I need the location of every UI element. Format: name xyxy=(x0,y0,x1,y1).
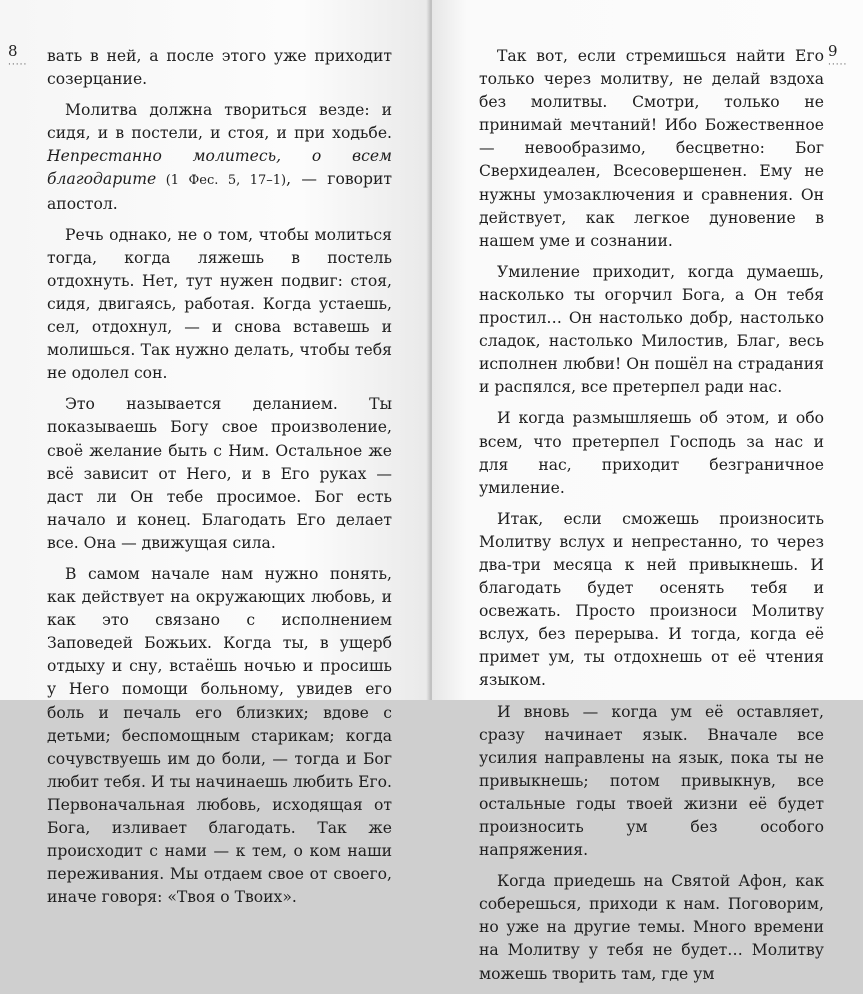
left-page xyxy=(0,0,430,907)
scripture-reference: (1 Фес. 5, 17–1) xyxy=(156,173,287,189)
left-page-text xyxy=(47,45,392,917)
right-page-text xyxy=(479,45,824,994)
left-paragraph-4: В самом начале нам нужно понять, как действует на окружающих любовь, и как это связано с исполнением Заповедей Божьих. Когда ты, в ущерб отдыху и сну, встаёшь ночью и просишь у Него помощи больному, увидев его боль и печаль его близких; вдове с детьми; беспомощным старикам; когда сочувствуешь им до боли, — тогда и Бог любит тебя. И ты начинаешь любить Его. Первоначальная любовь, исходящая от Бога, изливает благодать. Так же происходит с нами — к тем, о ком наши переживания. Мы отдаем свое от своего, иначе говоря: «Твоя о Твоих». xyxy=(47,564,392,907)
right-paragraph-1: Умиление приходит, когда думаешь, насколько ты огорчил Бога, а Он тебя простил… Он настолько добр, настолько сладок, настолько Милостив, Благ, весь исполнен любви! Он пошёл на страдания и распялся, все претерпел ради нас. xyxy=(479,262,824,397)
page-number-ornament: ····· xyxy=(828,60,848,70)
left-page-number-text: 8 xyxy=(8,42,18,60)
right-page xyxy=(432,0,863,983)
right-page-number xyxy=(828,42,847,68)
right-paragraph-2: И когда размышляешь об этом, и обо всем, что претерпел Господь за нас и для нас, приходит безграничное умиление. xyxy=(479,409,824,497)
right-paragraph-5: Когда приедешь на Святой Афон, как соберешься, приходи к нам. Поговорим, но уже на другие темы. Много времени на Молитву у тебя не будет… Молитву можешь творить там, где ум xyxy=(479,872,824,983)
scripture-quote: Непрестанно молитесь, о всем благодарите xyxy=(47,147,392,189)
left-paragraph-1 xyxy=(47,99,392,215)
right-paragraph-3: Итак, если сможешь произносить Молитву вслух и непрестанно, то через два-три месяца к ней привыкнешь. И благодать будет осенять тебя и освежать. Просто произноси Молитву вслух, без перерыва. И тогда, когда её примет ум, ты отдохнешь от её чтения языком. xyxy=(479,509,824,690)
right-paragraph-4: И вновь — когда ум её оставляет, сразу начинает язык. Вначале все усилия направлены на язык, пока ты не привыкнешь; потом привыкнув, все остальные годы твоей жизни её будет произносить ум без особого напряжения. xyxy=(479,702,824,860)
left-paragraph-1-a: Молитва должна твориться везде: и сидя, и в постели, и стоя, и при ходьбе. xyxy=(47,101,392,143)
page-number-ornament: ····· xyxy=(8,60,28,70)
left-page-number xyxy=(8,42,27,68)
left-paragraph-0: вать в ней, а после этого уже приходит созерцание. xyxy=(47,47,392,89)
left-paragraph-1-b: , — говорит апостол. xyxy=(47,170,392,213)
left-paragraph-2: Речь однако, не о том, чтобы молиться тогда, когда ляжешь в постель отдохнуть. Нет, тут нужен подвиг: стоя, сидя, двигаясь, работая. Когда устаешь, сел, отдохнул, — и снова вставешь и молишься. Так нужно делать, чтобы тебя не одолел сон. xyxy=(47,225,392,383)
right-paragraph-0: Так вот, если стремишься найти Его только через молитву, не делай вздоха без молитвы. Смотри, только не принимай мечтаний! Ибо Божественное — невообразимо, бесцветно: Бог Сверхидеален, Всесовершенен. Ему не нужны умозаключения и сравнения. Он действует, как легкое дуновение в нашем уме и сознании. xyxy=(479,47,824,250)
left-paragraph-3: Это называется деланием. Ты показываешь Богу свое произволение, своё желание быть с Ним. Остальное же всё зависит от Него, и в Его руках — даст ли Он тебе просимое. Бог есть начало и конец. Благодать Его делает все. Она — движущая сила. xyxy=(47,395,392,552)
right-page-number-text: 9 xyxy=(828,42,838,60)
